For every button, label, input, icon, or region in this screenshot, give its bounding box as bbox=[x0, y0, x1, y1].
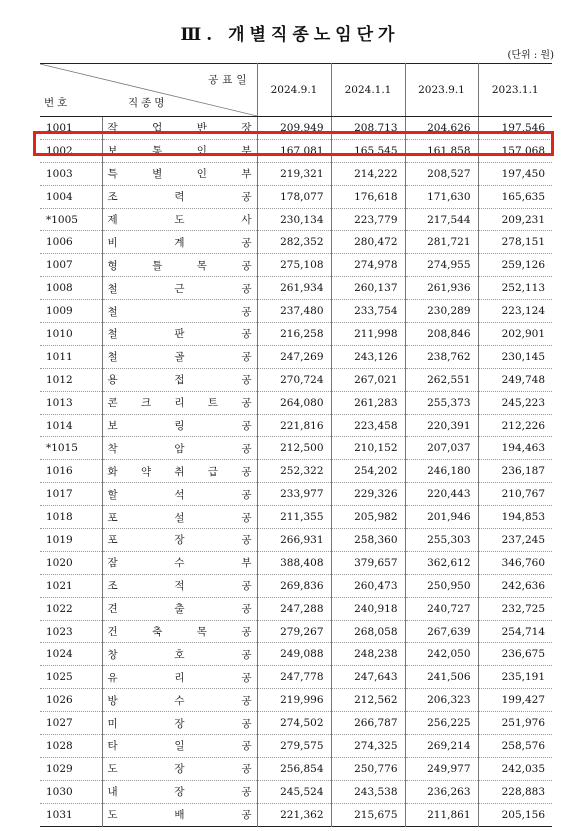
job-code: 1031 bbox=[40, 803, 102, 826]
job-code: 1030 bbox=[40, 780, 102, 803]
job-code: *1015 bbox=[40, 437, 102, 460]
page-title: Ⅲ. 개별직종노임단가 bbox=[180, 25, 400, 45]
table-row bbox=[40, 643, 552, 666]
table-row bbox=[40, 780, 552, 803]
wage-value: 251,976 bbox=[478, 712, 552, 735]
job-name: 철 골 공 bbox=[107, 351, 252, 364]
wage-value: 223,124 bbox=[478, 300, 552, 323]
wage-value: 274,502 bbox=[257, 712, 331, 735]
wage-value: 228,883 bbox=[478, 780, 552, 803]
wage-value: 266,931 bbox=[257, 529, 331, 552]
wage-value: 205,982 bbox=[331, 506, 405, 529]
wage-value: 243,538 bbox=[331, 780, 405, 803]
table-row bbox=[40, 231, 552, 254]
job-name: 특 별 인 부 bbox=[107, 168, 252, 181]
header-date-2023-1: 2023.1.1 bbox=[478, 64, 552, 117]
job-name-cell bbox=[102, 551, 257, 574]
wage-value: 204,626 bbox=[405, 117, 478, 140]
job-name: 미 장 공 bbox=[107, 717, 252, 730]
wage-value: 279,267 bbox=[257, 620, 331, 643]
job-name: 비 계 공 bbox=[107, 236, 252, 249]
wage-value: 247,269 bbox=[257, 345, 331, 368]
table-row bbox=[40, 597, 552, 620]
wage-value: 232,725 bbox=[478, 597, 552, 620]
wage-value: 270,724 bbox=[257, 368, 331, 391]
wage-value: 259,126 bbox=[478, 254, 552, 277]
table-row bbox=[40, 666, 552, 689]
wage-value: 247,778 bbox=[257, 666, 331, 689]
job-name-cell bbox=[102, 780, 257, 803]
wage-value: 157,068 bbox=[478, 139, 552, 162]
wage-value: 249,748 bbox=[478, 368, 552, 391]
wage-value: 241,506 bbox=[405, 666, 478, 689]
wage-value: 252,113 bbox=[478, 277, 552, 300]
job-name: 방 수 공 bbox=[107, 694, 252, 707]
job-name-cell bbox=[102, 529, 257, 552]
wage-value: 282,352 bbox=[257, 231, 331, 254]
table-row bbox=[40, 208, 552, 231]
wage-value: 210,152 bbox=[331, 437, 405, 460]
wage-value: 247,288 bbox=[257, 597, 331, 620]
wage-value: 280,472 bbox=[331, 231, 405, 254]
wage-value: 165,545 bbox=[331, 139, 405, 162]
job-code: 1019 bbox=[40, 529, 102, 552]
table-row bbox=[40, 414, 552, 437]
table-row bbox=[40, 139, 552, 162]
job-code: 1026 bbox=[40, 689, 102, 712]
job-name-cell bbox=[102, 597, 257, 620]
wage-value: 256,225 bbox=[405, 712, 478, 735]
wage-value: 208,846 bbox=[405, 323, 478, 346]
job-name: 견 출 공 bbox=[107, 603, 252, 616]
wage-value: 255,373 bbox=[405, 391, 478, 414]
job-code: 1004 bbox=[40, 185, 102, 208]
job-name: 잠 수 부 bbox=[107, 557, 252, 570]
wage-value: 194,463 bbox=[478, 437, 552, 460]
table-row bbox=[40, 185, 552, 208]
table-row bbox=[40, 117, 552, 140]
wage-value: 252,322 bbox=[257, 460, 331, 483]
wage-value: 211,861 bbox=[405, 803, 478, 826]
wage-value: 281,721 bbox=[405, 231, 478, 254]
job-code: 1027 bbox=[40, 712, 102, 735]
table-row bbox=[40, 162, 552, 185]
wage-value: 211,355 bbox=[257, 506, 331, 529]
wage-value: 236,187 bbox=[478, 460, 552, 483]
wage-value: 210,767 bbox=[478, 483, 552, 506]
wage-value: 208,527 bbox=[405, 162, 478, 185]
job-name-cell bbox=[102, 231, 257, 254]
job-code: 1014 bbox=[40, 414, 102, 437]
wage-value: 197,546 bbox=[478, 117, 552, 140]
table-row bbox=[40, 300, 552, 323]
job-name: 유 리 공 bbox=[107, 671, 252, 684]
job-name-cell bbox=[102, 323, 257, 346]
job-code: *1005 bbox=[40, 208, 102, 231]
header-job-name-label: 직종명 bbox=[128, 97, 168, 109]
wage-value: 250,950 bbox=[405, 574, 478, 597]
job-name: 내 장 공 bbox=[107, 786, 252, 799]
wage-value: 201,946 bbox=[405, 506, 478, 529]
job-name-cell bbox=[102, 689, 257, 712]
table-body bbox=[40, 117, 552, 827]
job-name-cell bbox=[102, 574, 257, 597]
wage-value: 229,326 bbox=[331, 483, 405, 506]
job-name: 도 배 공 bbox=[107, 809, 252, 822]
job-name-cell bbox=[102, 300, 257, 323]
job-name-cell bbox=[102, 506, 257, 529]
wage-value: 221,816 bbox=[257, 414, 331, 437]
wage-value: 274,978 bbox=[331, 254, 405, 277]
wage-value: 278,151 bbox=[478, 231, 552, 254]
wage-value: 233,977 bbox=[257, 483, 331, 506]
job-code: 1013 bbox=[40, 391, 102, 414]
wage-value: 388,408 bbox=[257, 551, 331, 574]
wage-value: 268,058 bbox=[331, 620, 405, 643]
table-row bbox=[40, 437, 552, 460]
wage-value: 215,675 bbox=[331, 803, 405, 826]
job-name: 할 석 공 bbox=[107, 488, 252, 501]
wage-value: 212,500 bbox=[257, 437, 331, 460]
job-code: 1007 bbox=[40, 254, 102, 277]
wage-value: 209,949 bbox=[257, 117, 331, 140]
wage-value: 223,458 bbox=[331, 414, 405, 437]
job-name-cell bbox=[102, 803, 257, 826]
wage-value: 264,080 bbox=[257, 391, 331, 414]
job-code: 1022 bbox=[40, 597, 102, 620]
wage-value: 256,854 bbox=[257, 757, 331, 780]
wage-value: 258,360 bbox=[331, 529, 405, 552]
job-name-cell bbox=[102, 712, 257, 735]
wage-value: 245,524 bbox=[257, 780, 331, 803]
wage-value: 199,427 bbox=[478, 689, 552, 712]
job-code: 1001 bbox=[40, 117, 102, 140]
job-name-cell bbox=[102, 757, 257, 780]
wage-value: 194,853 bbox=[478, 506, 552, 529]
wage-value: 258,576 bbox=[478, 735, 552, 758]
wage-value: 207,037 bbox=[405, 437, 478, 460]
wage-value: 171,630 bbox=[405, 185, 478, 208]
table-row bbox=[40, 254, 552, 277]
wage-value: 219,321 bbox=[257, 162, 331, 185]
job-name-cell bbox=[102, 666, 257, 689]
job-code: 1018 bbox=[40, 506, 102, 529]
wage-value: 237,480 bbox=[257, 300, 331, 323]
table-row bbox=[40, 483, 552, 506]
wage-value: 243,126 bbox=[331, 345, 405, 368]
wage-value: 223,779 bbox=[331, 208, 405, 231]
job-name-cell bbox=[102, 208, 257, 231]
job-name-cell bbox=[102, 368, 257, 391]
job-code: 1009 bbox=[40, 300, 102, 323]
wage-value: 217,544 bbox=[405, 208, 478, 231]
job-name-cell bbox=[102, 139, 257, 162]
wage-value: 267,021 bbox=[331, 368, 405, 391]
wage-value: 254,202 bbox=[331, 460, 405, 483]
wage-value: 261,283 bbox=[331, 391, 405, 414]
wage-value: 211,998 bbox=[331, 323, 405, 346]
job-name: 착 암 공 bbox=[107, 442, 252, 455]
job-name: 제 도 사 bbox=[107, 214, 252, 226]
table-row bbox=[40, 551, 552, 574]
header-announce-date-label: 공표일 bbox=[208, 74, 251, 86]
table-row bbox=[40, 735, 552, 758]
job-name: 콘 크 리 트 공 bbox=[107, 397, 252, 410]
wage-value: 242,035 bbox=[478, 757, 552, 780]
wage-value: 260,473 bbox=[331, 574, 405, 597]
wage-value: 242,050 bbox=[405, 643, 478, 666]
wage-value: 235,191 bbox=[478, 666, 552, 689]
job-code: 1011 bbox=[40, 345, 102, 368]
wage-value: 248,238 bbox=[331, 643, 405, 666]
job-name: 보 링 공 bbox=[107, 420, 252, 433]
job-code: 1012 bbox=[40, 368, 102, 391]
wage-value: 209,231 bbox=[478, 208, 552, 231]
job-name: 포 설 공 bbox=[107, 511, 252, 524]
wage-value: 249,088 bbox=[257, 643, 331, 666]
job-code: 1016 bbox=[40, 460, 102, 483]
wage-value: 178,077 bbox=[257, 185, 331, 208]
job-code: 1025 bbox=[40, 666, 102, 689]
wage-value: 260,137 bbox=[331, 277, 405, 300]
wage-value: 221,362 bbox=[257, 803, 331, 826]
wage-value: 249,977 bbox=[405, 757, 478, 780]
wage-table bbox=[40, 63, 552, 827]
table-header-row bbox=[40, 64, 552, 117]
job-code: 1017 bbox=[40, 483, 102, 506]
wage-value: 245,223 bbox=[478, 391, 552, 414]
header-corner-cell bbox=[40, 64, 257, 117]
wage-value: 266,787 bbox=[331, 712, 405, 735]
wage-value: 362,612 bbox=[405, 551, 478, 574]
wage-value: 220,443 bbox=[405, 483, 478, 506]
job-name: 도 장 공 bbox=[107, 763, 252, 776]
wage-value: 246,180 bbox=[405, 460, 478, 483]
wage-value: 240,918 bbox=[331, 597, 405, 620]
job-name-cell bbox=[102, 735, 257, 758]
job-code: 1029 bbox=[40, 757, 102, 780]
job-code: 1024 bbox=[40, 643, 102, 666]
wage-value: 236,263 bbox=[405, 780, 478, 803]
wage-value: 274,325 bbox=[331, 735, 405, 758]
wage-value: 279,575 bbox=[257, 735, 331, 758]
job-name: 조 력 공 bbox=[107, 191, 252, 204]
job-name-cell bbox=[102, 185, 257, 208]
table-row bbox=[40, 391, 552, 414]
job-name-cell bbox=[102, 117, 257, 140]
wage-value: 202,901 bbox=[478, 323, 552, 346]
table-row bbox=[40, 529, 552, 552]
table-row bbox=[40, 757, 552, 780]
table-row bbox=[40, 712, 552, 735]
header-date-2023-9: 2023.9.1 bbox=[405, 64, 478, 117]
wage-value: 161,858 bbox=[405, 139, 478, 162]
wage-value: 261,936 bbox=[405, 277, 478, 300]
wage-value: 167,081 bbox=[257, 139, 331, 162]
job-name: 타 일 공 bbox=[107, 740, 252, 753]
job-name-cell bbox=[102, 345, 257, 368]
wage-value: 275,108 bbox=[257, 254, 331, 277]
job-code: 1006 bbox=[40, 231, 102, 254]
table-row bbox=[40, 689, 552, 712]
wage-value: 206,323 bbox=[405, 689, 478, 712]
wage-value: 212,226 bbox=[478, 414, 552, 437]
table-row bbox=[40, 803, 552, 826]
wage-value: 205,156 bbox=[478, 803, 552, 826]
job-name-cell bbox=[102, 391, 257, 414]
job-name: 용 접 공 bbox=[107, 374, 252, 387]
job-name: 철 공 bbox=[107, 305, 252, 318]
wage-value: 250,776 bbox=[331, 757, 405, 780]
wage-value: 212,562 bbox=[331, 689, 405, 712]
table-row bbox=[40, 323, 552, 346]
job-code: 1021 bbox=[40, 574, 102, 597]
wage-value: 247,643 bbox=[331, 666, 405, 689]
job-name: 보 통 인 부 bbox=[107, 145, 252, 158]
wage-value: 230,289 bbox=[405, 300, 478, 323]
wage-value: 219,996 bbox=[257, 689, 331, 712]
job-name: 건 축 목 공 bbox=[107, 626, 252, 639]
wage-value: 269,836 bbox=[257, 574, 331, 597]
table-row bbox=[40, 345, 552, 368]
header-number-label: 번호 bbox=[44, 97, 71, 109]
table-row bbox=[40, 574, 552, 597]
job-code: 1020 bbox=[40, 551, 102, 574]
job-name: 창 호 공 bbox=[107, 648, 252, 661]
wage-value: 261,934 bbox=[257, 277, 331, 300]
wage-value: 238,762 bbox=[405, 345, 478, 368]
wage-value: 197,450 bbox=[478, 162, 552, 185]
wage-value: 274,955 bbox=[405, 254, 478, 277]
job-name: 작 업 반 장 bbox=[107, 122, 252, 135]
table-row bbox=[40, 506, 552, 529]
header-date-2024-9: 2024.9.1 bbox=[257, 64, 331, 117]
job-name-cell bbox=[102, 460, 257, 483]
wage-value: 233,754 bbox=[331, 300, 405, 323]
job-code: 1023 bbox=[40, 620, 102, 643]
wage-value: 240,727 bbox=[405, 597, 478, 620]
job-code: 1010 bbox=[40, 323, 102, 346]
table-row bbox=[40, 368, 552, 391]
job-name-cell bbox=[102, 437, 257, 460]
job-name-cell bbox=[102, 162, 257, 185]
wage-value: 242,636 bbox=[478, 574, 552, 597]
wage-value: 262,551 bbox=[405, 368, 478, 391]
job-name: 형 틀 목 공 bbox=[107, 259, 252, 272]
wage-value: 254,714 bbox=[478, 620, 552, 643]
job-name-cell bbox=[102, 414, 257, 437]
table-row bbox=[40, 620, 552, 643]
job-name: 포 장 공 bbox=[107, 534, 252, 547]
table-row bbox=[40, 277, 552, 300]
header-date-2024-1: 2024.1.1 bbox=[331, 64, 405, 117]
wage-value: 237,245 bbox=[478, 529, 552, 552]
wage-value: 208,713 bbox=[331, 117, 405, 140]
wage-value: 214,222 bbox=[331, 162, 405, 185]
job-name: 철 근 공 bbox=[107, 282, 252, 295]
unit-label: (단위 : 원) bbox=[507, 50, 554, 61]
wage-value: 176,618 bbox=[331, 185, 405, 208]
job-name: 조 적 공 bbox=[107, 580, 252, 593]
job-code: 1028 bbox=[40, 735, 102, 758]
job-name: 철 판 공 bbox=[107, 328, 252, 341]
job-name-cell bbox=[102, 620, 257, 643]
wage-value: 220,391 bbox=[405, 414, 478, 437]
job-code: 1002 bbox=[40, 139, 102, 162]
job-code: 1008 bbox=[40, 277, 102, 300]
wage-value: 216,258 bbox=[257, 323, 331, 346]
wage-value: 236,675 bbox=[478, 643, 552, 666]
wage-value: 255,303 bbox=[405, 529, 478, 552]
wage-value: 165,635 bbox=[478, 185, 552, 208]
job-name: 화 약 취 급 공 bbox=[107, 465, 252, 478]
table-row bbox=[40, 460, 552, 483]
wage-value: 230,145 bbox=[478, 345, 552, 368]
job-name-cell bbox=[102, 277, 257, 300]
job-name-cell bbox=[102, 483, 257, 506]
wage-value: 267,639 bbox=[405, 620, 478, 643]
job-name-cell bbox=[102, 254, 257, 277]
wage-value: 346,760 bbox=[478, 551, 552, 574]
wage-value: 269,214 bbox=[405, 735, 478, 758]
wage-value: 230,134 bbox=[257, 208, 331, 231]
wage-value: 379,657 bbox=[331, 551, 405, 574]
job-name-cell bbox=[102, 643, 257, 666]
job-code: 1003 bbox=[40, 162, 102, 185]
